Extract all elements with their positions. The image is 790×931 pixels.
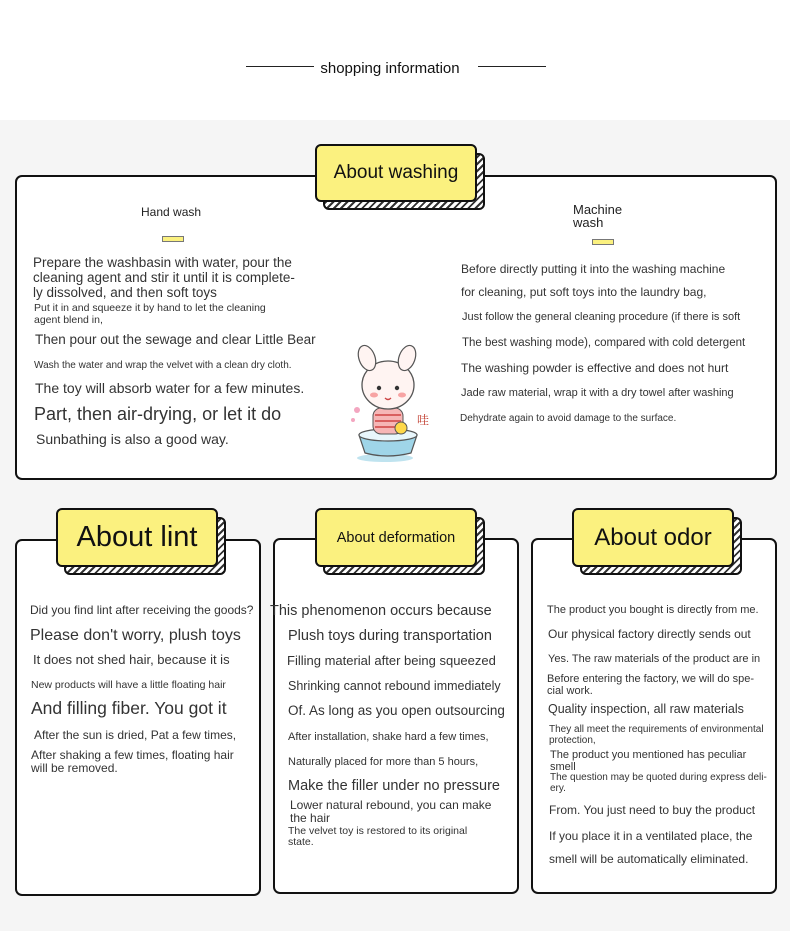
machine-line: for cleaning, put soft toys into the laundry bag, (461, 285, 707, 299)
lint-line: After the sun is dried, Pat a few times, (34, 728, 237, 742)
left-blush (370, 393, 378, 398)
machine-wash-title-line2: wash (573, 215, 604, 230)
deformation-line: Filling material after being squeezed (287, 653, 496, 668)
odor-line: The product you mentioned has peculiar smell (550, 749, 747, 773)
lint-line: It does not shed hair, because it is (33, 652, 230, 667)
right-blush (398, 393, 406, 398)
deformation-line: Shrinking cannot rebound immediately (288, 679, 501, 693)
machine-line: Before directly putting it into the washing machine (461, 262, 726, 276)
odor-line: Quality inspection, all raw materials (548, 702, 744, 716)
deformation-line: Make the filler under no pressure (288, 778, 500, 794)
hand-line: The toy will absorb water for a few minutes. (35, 380, 305, 396)
hand-line: Wash the water and wrap the velvet with a clean dry cloth. (34, 360, 292, 371)
machine-line: Just follow the general cleaning procedure (if there is soft (462, 311, 741, 323)
odor-tab (572, 508, 734, 567)
machine-wash-title-line1: Machine (573, 202, 623, 217)
deformation-line: This phenomenon occurs because (270, 603, 492, 619)
duck-icon (395, 422, 407, 434)
odor-line: Our physical factory directly sends out (548, 627, 751, 641)
hand-line: Then pour out the sewage and clear Little Bear (35, 332, 316, 347)
deformation-line: Of. As long as you open outsourcing (288, 703, 505, 718)
washing-tab (315, 144, 477, 202)
hand-wash-marker (162, 236, 184, 242)
hand-wash-title: Hand wash (141, 205, 202, 219)
odor-line: smell will be automatically eliminated. (549, 852, 749, 866)
machine-line: Dehydrate again to avoid damage to the surface. (460, 413, 677, 424)
deformation-line: Naturally placed for more than 5 hours, (288, 756, 479, 768)
odor-line: If you place it in a ventilated place, the (549, 829, 753, 843)
odor-line: From. You just need to buy the product (549, 803, 756, 817)
page-title: shopping information (320, 60, 460, 77)
left-eye (377, 386, 381, 390)
deformation-tab (315, 508, 477, 567)
odor-line: The question may be quoted during express deli-ery. (550, 772, 767, 794)
lint-line: Please don't worry, plush toys (30, 627, 241, 644)
lint-tab-label: About lint (76, 521, 198, 553)
washing-tab-label: About washing (333, 162, 459, 183)
deformation-line: Plush toys during transportation (288, 628, 492, 644)
bubble-icon (354, 407, 360, 413)
lint-tab (56, 508, 218, 567)
deformation-line: The velvet toy is restored to its original state. (288, 825, 468, 849)
hand-line: Prepare the washbasin with water, pour the (33, 255, 292, 270)
bubble-icon (351, 418, 355, 422)
hand-line: Sunbathing is also a good way. (36, 431, 229, 447)
deformation-line: After installation, shake hard a few times, (288, 731, 489, 743)
hand-line: ly dissolved, and then soft toys (33, 285, 217, 300)
lint-line: And filling fiber. You got it (31, 698, 227, 718)
exclaim-glyph: 哇 (417, 413, 430, 427)
machine-line: The washing powder is effective and does not hurt (461, 361, 729, 375)
odor-line: They all meet the requirements of environmental protection, (549, 724, 764, 746)
machine-wash-marker (592, 239, 614, 245)
page-header (0, 0, 790, 120)
right-eye (395, 386, 399, 390)
hand-line: cleaning agent and stir it until it is complete- (33, 270, 295, 285)
machine-line: Jade raw material, wrap it with a dry towel after washing (461, 387, 734, 399)
lint-line: New products will have a little floating hair (31, 679, 226, 691)
washing-illustration (345, 340, 445, 465)
machine-line: The best washing mode), compared with cold detergent (462, 337, 746, 349)
hand-line: Part, then air-drying, or let it do (34, 404, 282, 424)
hand-line: agent blend in, (34, 314, 103, 326)
odor-line: Yes. The raw materials of the product are in (548, 653, 761, 665)
deformation-line: Lower natural rebound, you can make the hair (290, 798, 492, 825)
hand-line: Put it in and squeeze it by hand to let the cleaning (34, 302, 266, 314)
header-right-rule (478, 66, 546, 67)
odor-tab-label: About odor (594, 523, 712, 551)
odor-line: Before entering the factory, we will do spe-cial work. (547, 673, 755, 697)
lint-line: Did you find lint after receiving the goods? (30, 603, 254, 617)
odor-line: The product you bought is directly from me. (547, 604, 759, 616)
deformation-tab-label: About deformation (336, 529, 456, 546)
lint-line: After shaking a few times, floating hair will be removed. (31, 748, 234, 775)
